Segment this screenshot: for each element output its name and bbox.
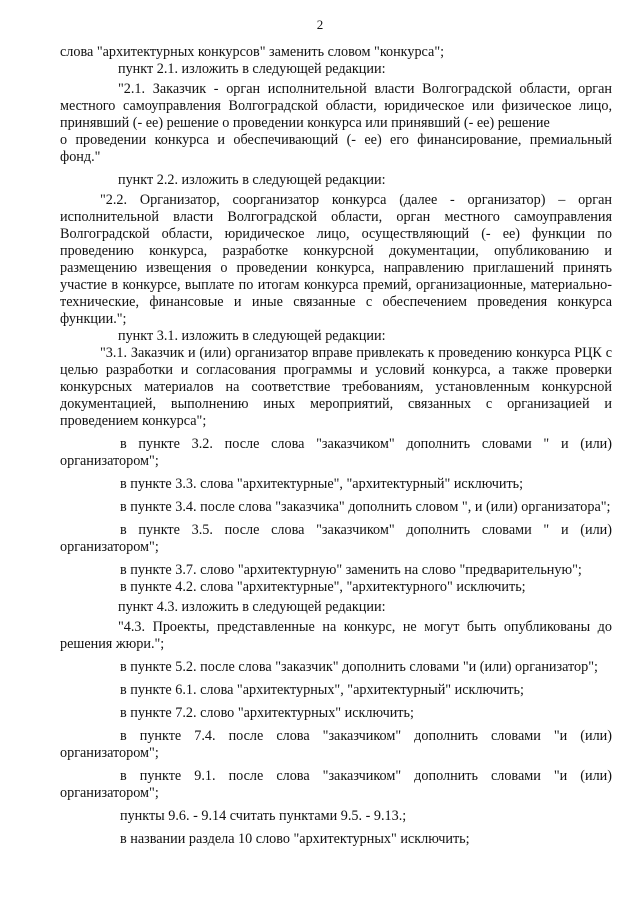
paragraph-22: пункты 9.6. - 9.14 считать пунктами 9.5. - 9.13.; (120, 808, 407, 824)
page-number: 2 (316, 17, 324, 32)
paragraph-21: в пункте 9.1. после слова "заказчиком" дополнить словами "и (или) организатором"; (60, 768, 612, 801)
paragraph-18: в пункте 6.1. слова "архитектурных", "архитектурный" исключить; (120, 682, 524, 698)
document-body (60, 44, 612, 848)
paragraph-19: в пункте 7.2. слово "архитектурных" исключить; (120, 705, 414, 721)
paragraph-14: в пункте 4.2. слова "архитектурные", "архитектурного" исключить; (120, 579, 526, 595)
paragraph-2: пункт 2.1. изложить в следующей редакции: (118, 61, 386, 77)
paragraph-12: в пункте 3.5. после слова "заказчиком" дополнить словами " и (или) организатором"; (60, 522, 612, 555)
paragraph-9: в пункте 3.2. после слова "заказчиком" дополнить словами " и (или) организатором"; (60, 436, 612, 469)
paragraph-8: "3.1. Заказчик и (или) организатор вправе привлекать к проведению конкурса РЦК с целью разработки и согласования программы и условий конкурса, а также проверки конкурсных материалов на соответствие требованиям, установленным конкурсной документацией, выполнению иных мероприятий, связанных с организацией и проведением конкурса"; (60, 345, 612, 429)
paragraph-11: в пункте 3.4. после слова "заказчика" дополнить словом ", и (или) организатора"; (120, 499, 611, 515)
paragraph-7: пункт 3.1. изложить в следующей редакции: (118, 328, 386, 344)
paragraph-13: в пункте 3.7. слово "архитектурную" заменить на слово "предварительную"; (120, 562, 582, 578)
paragraph-23: в названии раздела 10 слово "архитектурных" исключить; (120, 831, 470, 847)
paragraph-15: пункт 4.3. изложить в следующей редакции: (118, 599, 386, 615)
paragraph-1: слова "архитектурных конкурсов" заменить словом "конкурса"; (60, 44, 445, 60)
paragraph-5: пункт 2.2. изложить в следующей редакции: (118, 172, 386, 188)
paragraph-3: "2.1. Заказчик - орган исполнительной власти Волгоградской области, орган местного самоуправления Волгоградской области, юридическое или физическое лицо, принявший (- ее) решение о проведении конкурса или принявший (- ее) решение (60, 81, 612, 131)
paragraph-20: в пункте 7.4. после слова "заказчиком" дополнить словами "и (или) организатором"; (60, 728, 612, 761)
paragraph-10: в пункте 3.3. слова "архитектурные", "архитектурный" исключить; (120, 476, 524, 492)
paragraph-6: "2.2. Организатор, соорганизатор конкурса (далее - организатор) – орган исполнительной власти Волгоградской области, орган местного самоуправления Волгоградской области, юридическое лицо, осуществляющий (- ее) функции по проведению конкурса, разработке конкурсной документации, опубликованию и размещению извещения о проведении конкурса, направлению приглашений принять участие в конкурсе, выплате по итогам конкурса премий, организационные, материально-технические, финансовые и иные связанные с обеспечением проведения конкурса функции."; (60, 192, 612, 327)
paragraph-16: "4.3. Проекты, представленные на конкурс, не могут быть опубликованы до решения жюри."; (60, 619, 612, 652)
paragraph-17: в пункте 5.2. после слова "заказчик" дополнить словами "и (или) организатор"; (120, 659, 598, 675)
paragraph-4: о проведении конкурса и обеспечивающий (- ее) его финансирование, премиальный фонд." (60, 132, 612, 165)
